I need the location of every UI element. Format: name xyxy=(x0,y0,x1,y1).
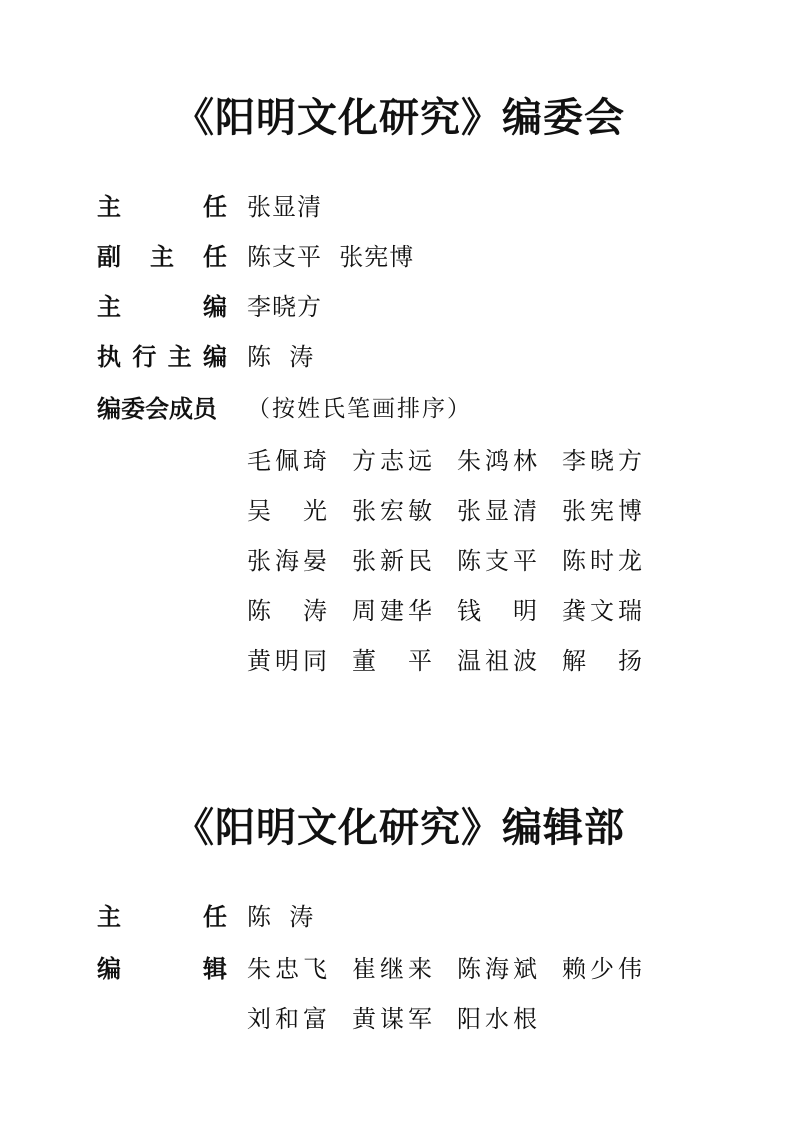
member-name: 张显清 xyxy=(457,497,537,525)
member-name: 吴光 xyxy=(247,497,327,525)
member-name: 张新民 xyxy=(352,547,432,575)
member-name: 董平 xyxy=(352,647,432,675)
member-name: 温祖波 xyxy=(457,647,537,675)
member-name: 张宪博 xyxy=(562,497,642,525)
member-name: 朱鸿林 xyxy=(457,447,537,475)
member-name: 张海晏 xyxy=(247,547,327,575)
member-name: 解扬 xyxy=(562,647,642,675)
member-name: 钱明 xyxy=(457,597,537,625)
member-name: 龚文瑞 xyxy=(562,597,642,625)
editor-name: 陈海斌 xyxy=(457,955,537,983)
editor-in-chief-label: 主编 xyxy=(97,293,227,321)
member-name: 黄明同 xyxy=(247,647,327,675)
editor-name: 阳水根 xyxy=(457,1005,537,1033)
editor-name: 黄谋军 xyxy=(352,1005,432,1033)
editor-name: 赖少伟 xyxy=(562,955,642,983)
executive-editor-label: 执行主编 xyxy=(97,343,227,371)
member-name: 陈涛 xyxy=(247,597,327,625)
editors-label: 编辑 xyxy=(97,955,227,983)
editorial-director-label: 主任 xyxy=(97,903,227,931)
member-name: 周建华 xyxy=(352,597,432,625)
member-name: 陈时龙 xyxy=(562,547,642,575)
editor-in-chief-name: 李晓方 xyxy=(247,293,322,321)
editor-name: 崔继来 xyxy=(352,955,432,983)
editor-name: 朱忠飞 xyxy=(247,955,327,983)
member-name: 李晓方 xyxy=(562,447,642,475)
deputy-director-names: 陈支平 张宪博 xyxy=(247,243,415,271)
editorial-director-name: 陈 涛 xyxy=(247,903,315,931)
member-name: 陈支平 xyxy=(457,547,537,575)
director-name: 张显清 xyxy=(247,193,322,221)
editor-name: 刘和富 xyxy=(247,1005,327,1033)
deputy-director-label: 副主任 xyxy=(97,243,227,271)
committee-title: 《阳明文化研究》编委会 xyxy=(174,94,625,141)
editorial-title: 《阳明文化研究》编辑部 xyxy=(174,804,625,851)
member-name: 毛佩琦 xyxy=(247,447,327,475)
members-note: （按姓氏笔画排序） xyxy=(247,396,472,422)
member-name: 方志远 xyxy=(352,447,432,475)
director-label: 主任 xyxy=(97,193,227,221)
member-name: 张宏敏 xyxy=(352,497,432,525)
executive-editor-name: 陈 涛 xyxy=(247,343,315,371)
members-label: 编委会成员 xyxy=(97,395,217,423)
